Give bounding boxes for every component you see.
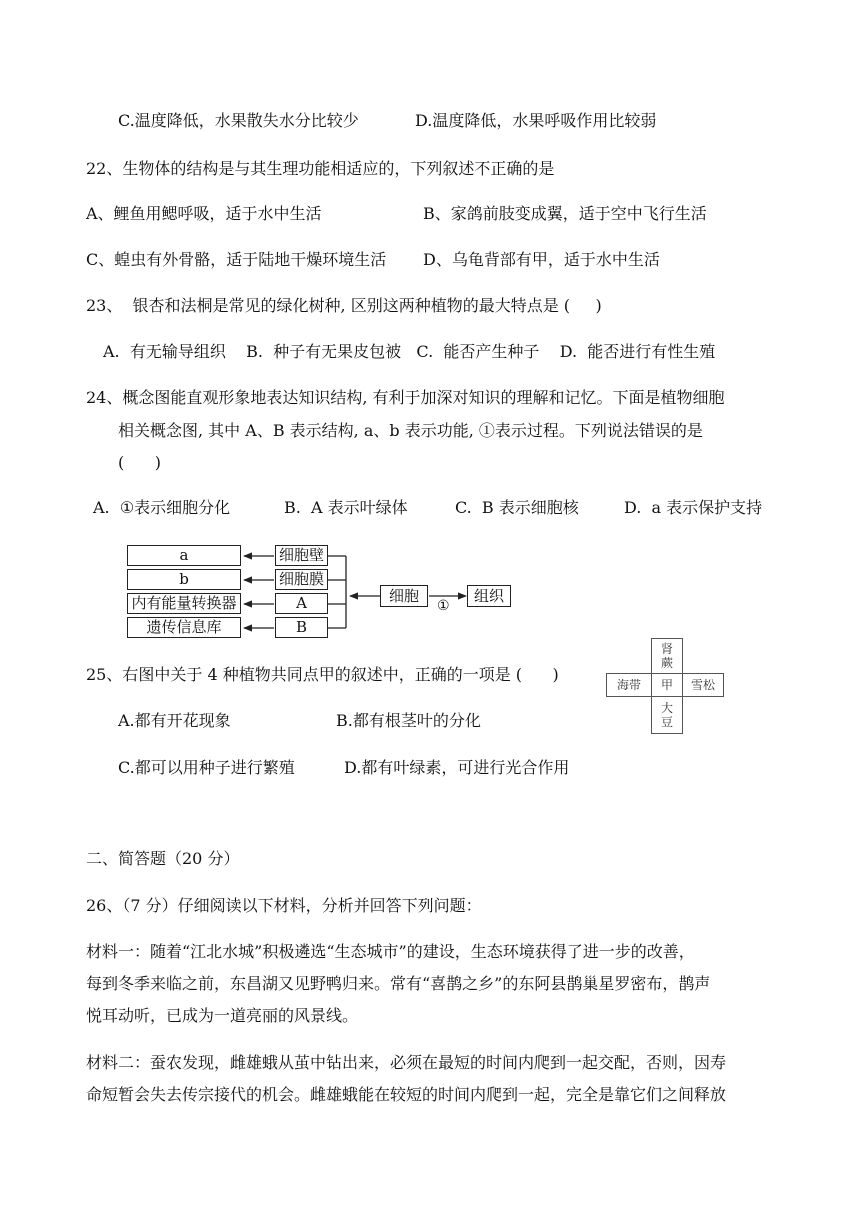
cross-center: 甲 [651,673,683,697]
diagram-process-label: ① [437,598,450,614]
q22-option-c: C、蝗虫有外骨骼，适于陆地干燥环境生活 [86,250,387,269]
q26-material1-line3: 悦耳动听，已成为一道亮丽的风景线。 [86,1006,359,1025]
diagram-left-b: b [127,569,241,590]
q25-stem: 25、右图中关于 4 种植物共同点甲的叙述中，正确的一项是 ( ) [86,665,559,684]
q21-option-c: C.温度降低，水果散失水分比较少 [118,111,359,130]
diagram-left-a: a [127,545,241,566]
q22-stem: 22、生物体的结构是与其生理功能相适应的，下列叙述不正确的是 [86,159,555,178]
q22-option-a: A、鲤鱼用鳃呼吸，适于水中生活 [86,204,322,223]
q22-option-d: D、乌龟背部有甲，适于水中生活 [423,250,660,269]
q24-stem-line1: 24、概念图能直观形象地表达知识结构, 有利于加深对知识的理解和记忆。下面是植物细胞 [86,388,725,407]
diagram-cell: 细胞 [380,585,428,607]
cross-top: 肾蕨 [651,638,683,674]
q25-option-d: D.都有叶绿素，可进行光合作用 [344,758,570,777]
q24-stem-line2: 相关概念图, 其中 A、B 表示结构, a、b 表示功能, ①表示过程。下列说法错误的是 [118,421,703,440]
q26-material1-line1: 材料一：随着“江北水城”积极遴选“生态城市”的建设，生态环境获得了进一步的改善， [86,942,695,961]
q25-option-a: A.都有开花现象 [118,711,231,730]
diagram-left-energy: 内有能量转换器 [127,593,241,614]
q24-option-d: D. a 表示保护支持 [624,498,763,517]
diagram-cell-membrane: 细胞膜 [275,569,328,590]
q25-option-b: B.都有根茎叶的分化 [336,711,481,730]
q24-stem-line3: ( ) [118,453,161,472]
q26-material2-line2: 命短暂会失去传宗接代的机会。雌雄蛾能在较短的时间内爬到一起，完全是靠它们之间释放 [86,1085,727,1104]
diagram-tissue: 组织 [467,585,511,607]
q22-option-b: B、家鸽前肢变成翼，适于空中飞行生活 [423,204,707,223]
q23-options: A. 有无输导组织 B. 种子有无果皮包被 C. 能否产生种子 D. 能否进行有性生殖 [103,342,716,361]
q24-option-a: A. ①表示细胞分化 [93,498,231,517]
q25-option-c: C.都可以用种子进行繁殖 [118,758,295,777]
q26-material2-line1: 材料二：蚕农发现，雌雄蛾从茧中钻出来，必须在最短的时间内爬到一起交配，否则，因寿 [86,1053,727,1072]
cross-bottom: 大豆 [651,696,683,734]
q26-material1-line2: 每到冬季来临之前，东昌湖又见野鸭归来。常有“喜鹊之乡”的东阿县鹊巢星罗密布，鹊声 [86,974,711,993]
section2-heading: 二、简答题（20 分） [86,849,240,868]
cross-left: 海带 [606,673,652,697]
cross-right: 雪松 [682,673,724,697]
q26-stem: 26、（7 分）仔细阅读以下材料，分析并回答下列问题： [86,896,482,915]
q24-option-b: B. A 表示叶绿体 [284,498,408,517]
diagram-cell-wall: 细胞壁 [275,545,328,566]
diagram-left-genetic: 遗传信息库 [127,617,241,638]
diagram-structure-b: B [275,617,328,638]
diagram-structure-a: A [275,593,328,614]
q23-stem: 23、 银杏和法桐是常见的绿化树种, 区别这两种植物的最大特点是 ( ) [86,296,602,315]
q21-option-d: D.温度降低，水果呼吸作用比较弱 [415,111,657,130]
q24-option-c: C. B 表示细胞核 [455,498,579,517]
